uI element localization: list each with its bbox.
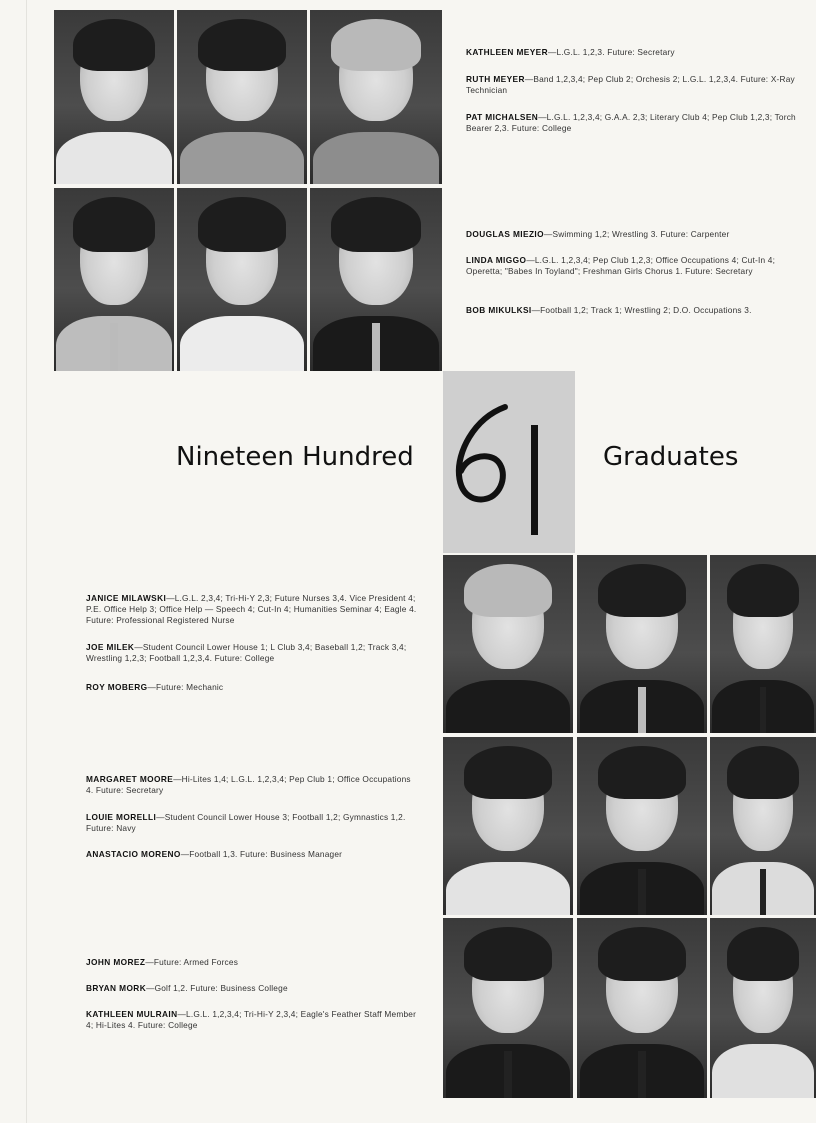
bio-name: KATHLEEN MULRAIN <box>86 1009 178 1019</box>
bio-ruth-meyer <box>466 74 802 96</box>
portrait-joe-milek <box>577 555 707 733</box>
bio-text: —Football 1,3. Future: Business Manager <box>180 849 343 859</box>
portrait-linda-miggo <box>177 188 307 371</box>
portrait-douglas-miezio <box>54 188 174 371</box>
bio-joe-milek <box>86 642 419 664</box>
bio-anastacio-moreno <box>86 849 419 860</box>
bio-louie-morelli <box>86 812 419 834</box>
bio-text: —Future: Mechanic <box>147 682 224 692</box>
bio-name: RUTH MEYER <box>466 74 525 84</box>
bio-pat-michalsen <box>466 112 802 134</box>
bio-text: —L.G.L. 1,2,3. Future: Secretary <box>547 47 675 57</box>
bio-text: —Future: Armed Forces <box>145 957 239 967</box>
portrait-louie-morelli <box>577 737 707 915</box>
bio-text: —L.G.L. 1,2,3,4; Tri-Hi-Y 2,3,4; Eagle's Feather Staff Member 4; Hi-Lites 4. Future: College <box>86 1009 417 1030</box>
portrait-kathleen-mulrain <box>710 918 816 1098</box>
bio-name: LOUIE MORELLI <box>86 812 157 822</box>
bio-name: ROY MOBERG <box>86 682 148 692</box>
bio-john-morez <box>86 957 419 968</box>
bio-name: LINDA MIGGO <box>466 255 527 265</box>
bio-name: PAT MICHALSEN <box>466 112 539 122</box>
bio-douglas-miezio <box>466 229 802 240</box>
portrait-margaret-moore <box>443 737 573 915</box>
bio-name: JOHN MOREZ <box>86 957 146 967</box>
portrait-bob-mikulksi <box>310 188 442 371</box>
bio-roy-moberg <box>86 682 419 693</box>
portrait-bryan-mork <box>577 918 707 1098</box>
bio-text: —L.G.L. 2,3,4; Tri-Hi-Y 2,3; Future Nurses 3,4. Vice President 4; P.E. Office Help 3; Office Help — Speech 4; Cut-In 4; Humanities Seminar 4; Eagle 4. Future: Professional Registered Nurse <box>86 593 417 625</box>
bio-name: ANASTACIO MORENO <box>86 849 181 859</box>
year-number-graphic <box>443 371 575 553</box>
bio-linda-miggo <box>466 255 802 277</box>
bio-text: —Band 1,2,3,4; Pep Club 2; Orchesis 2; L.G.L. 1,2,3,4. Future: X-Ray Technician <box>466 74 795 95</box>
bio-margaret-moore <box>86 774 419 796</box>
portrait-roy-moberg <box>710 555 816 733</box>
portrait-ruth-meyer <box>177 10 307 184</box>
bio-janice-milawski <box>86 593 419 626</box>
portrait-anastacio-moreno <box>710 737 816 915</box>
bio-name: MARGARET MOORE <box>86 774 174 784</box>
heading-right: Graduates <box>603 442 739 472</box>
bio-text: —Student Council Lower House 3; Football 1,2; Gymnastics 1,2. Future: Navy <box>86 812 406 833</box>
bio-kathleen-meyer <box>466 47 802 58</box>
bio-bob-mikulksi <box>466 305 802 316</box>
bio-name: DOUGLAS MIEZIO <box>466 229 544 239</box>
bio-text: —Football 1,2; Track 1; Wrestling 2; D.O. Occupations 3. <box>531 305 752 315</box>
bio-text: —Swimming 1,2; Wrestling 3. Future: Carpenter <box>543 229 730 239</box>
bio-text: —Golf 1,2. Future: Business College <box>146 983 288 993</box>
bio-name: KATHLEEN MEYER <box>466 47 548 57</box>
bio-name: JANICE MILAWSKI <box>86 593 167 603</box>
bio-name: BOB MIKULKSI <box>466 305 532 315</box>
portrait-janice-milawski <box>443 555 573 733</box>
bio-text: —Hi-Lites 1,4; L.G.L. 1,2,3,4; Pep Club 1; Office Occupations 4. Future: Secretary <box>86 774 411 795</box>
portrait-pat-michalsen <box>310 10 442 184</box>
bio-text: —L.G.L. 1,2,3,4; Pep Club 1,2,3; Office Occupations 4; Cut-In 4; Operetta; "Babes In Toyland"; Freshman Girls Chorus 1. Future: Secretary <box>466 255 776 276</box>
bio-bryan-mork <box>86 983 419 994</box>
bio-text: —L.G.L. 1,2,3,4; G.A.A. 2,3; Literary Club 4; Pep Club 1,2,3; Torch Bearer 2,3. Future: College <box>466 112 796 133</box>
bio-kathleen-mulrain <box>86 1009 419 1031</box>
portrait-john-morez <box>443 918 573 1098</box>
page-binding-edge <box>26 0 27 1123</box>
portrait-kathleen-meyer <box>54 10 174 184</box>
bio-name: BRYAN MORK <box>86 983 147 993</box>
bio-name: JOE MILEK <box>86 642 135 652</box>
bio-text: —Student Council Lower House 1; L Club 3,4; Baseball 1,2; Track 3,4; Wrestling 1,2,3; Football 1,2,3,4. Future: College <box>86 642 407 663</box>
year-number-box <box>443 371 575 553</box>
heading-left: Nineteen Hundred <box>176 442 414 472</box>
